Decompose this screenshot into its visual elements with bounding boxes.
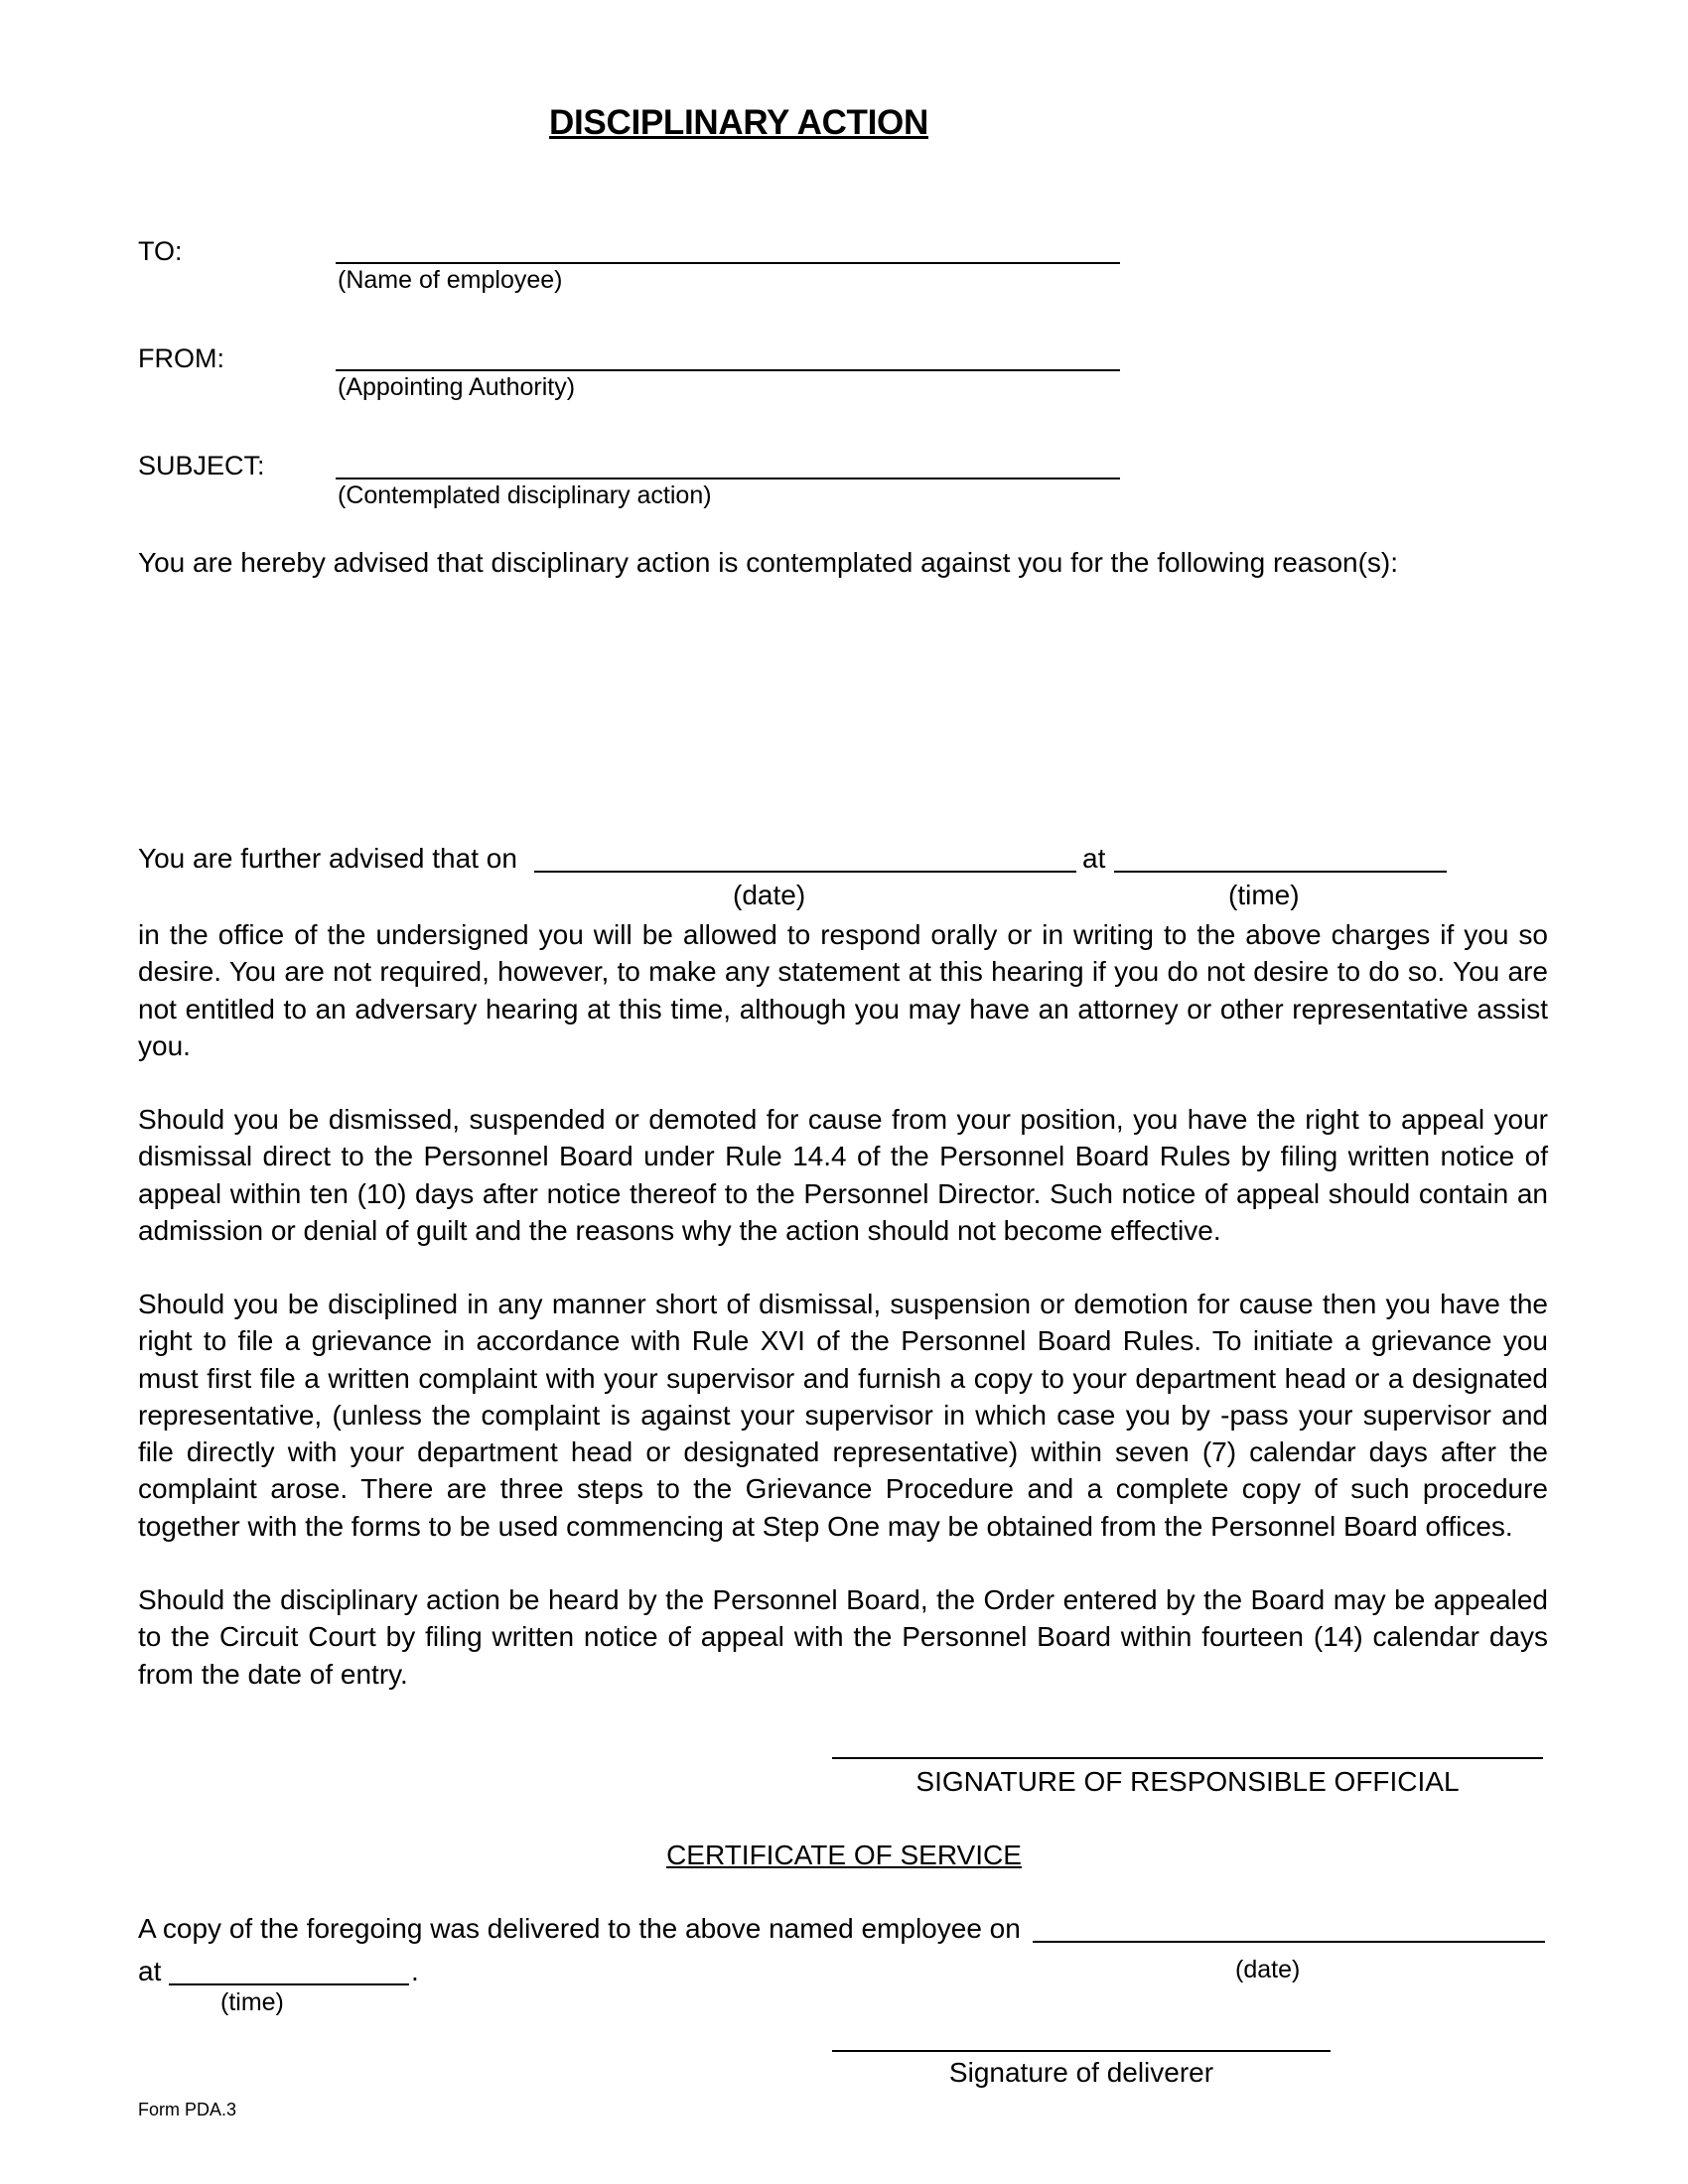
delivered-date-field[interactable] — [1033, 1941, 1545, 1943]
document-title: DISCIPLINARY ACTION — [549, 103, 928, 142]
from-caption: (Appointing Authority) — [338, 373, 576, 401]
paragraph-grievance: Should you be disciplined in any manner short of dismissal, suspension or demotion for cause then you have the right to file a grievance in accordance with Rule XVI of the Personnel Board Rules. To initiate a grievance you must first file a written complaint with your supervisor and furnish a copy to your department head or a designated representative, (unless the complaint is against your supervisor in which case you by -pass your supervisor and file directly with your department head or designated representative) within seven (7) calendar days after the complaint arose. There are three steps to the Grievance Procedure and a complete copy of such procedure together with the forms to be used commencing at Step One may be obtained from the Personnel Board offices. — [138, 1289, 1548, 1542]
paragraph-appeal-dismissal: Should you be dismissed, suspended or demoted for cause from your position, you have the right to appeal your dismissal direct to the Personnel Board under Rule 14.4 of the Personnel Board Rules by filing written notice of appeal within ten (10) days after notice thereof to the Personnel Director. Such notice of appeal should contain an admission or denial of guilt and the reasons why the action should not become effective. — [138, 1104, 1548, 1246]
subject-caption: (Contemplated disciplinary action) — [338, 481, 712, 509]
at-period: . — [411, 1956, 419, 1986]
paragraph-circuit-court: Should the disciplinary action be heard by the Personnel Board, the Order entered by the Board may be appealed to the Circuit Court by filing written notice of appeal with the Personnel Board within fourteen (14) calendar days from the date of entry. — [138, 1584, 1548, 1690]
official-signature-line[interactable] — [832, 1757, 1543, 1759]
advised-text: You are hereby advised that disciplinary action is contemplated against you for the following reason(s): — [138, 547, 1399, 578]
certificate-title: CERTIFICATE OF SERVICE — [666, 1840, 1022, 1870]
delivered-text: A copy of the foregoing was delivered to the above named employee on — [138, 1913, 1021, 1944]
hearing-time-field[interactable] — [1114, 871, 1447, 873]
to-caption: (Name of employee) — [338, 266, 563, 294]
hearing-time-caption: (time) — [1228, 880, 1300, 910]
reasons-area[interactable] — [138, 596, 1548, 824]
from-label: FROM: — [138, 343, 224, 373]
delivered-time-caption: (time) — [220, 1988, 284, 2016]
paragraph-response: in the office of the undersigned you will be allowed to respond orally or in writing to the above charges if you so desire. You are not required, however, to make any statement at this hearing if you do not desire to do so. You are not entitled to an adversary hearing at this time, although you may have an attorney or other representative assist you. — [138, 919, 1548, 1061]
hearing-date-caption: (date) — [733, 880, 806, 910]
form-id: Form PDA.3 — [138, 2100, 237, 2119]
official-signature-caption: SIGNATURE OF RESPONSIBLE OFFICIAL — [915, 1766, 1460, 1797]
at-label: at — [138, 1956, 162, 1986]
further-advised-text: You are further advised that on — [138, 843, 517, 874]
subject-field[interactable] — [336, 478, 1120, 479]
further-at-text: at — [1082, 843, 1106, 874]
from-field[interactable] — [336, 369, 1120, 371]
deliverer-signature-line[interactable] — [832, 2050, 1331, 2052]
subject-label: SUBJECT: — [138, 451, 265, 480]
delivered-date-caption: (date) — [1235, 1956, 1301, 1983]
delivered-time-field[interactable] — [169, 1983, 409, 1985]
to-field[interactable] — [336, 262, 1120, 264]
deliverer-signature-caption: Signature of deliverer — [948, 2057, 1214, 2088]
to-label: TO: — [138, 236, 183, 266]
hearing-date-field[interactable] — [534, 871, 1076, 873]
